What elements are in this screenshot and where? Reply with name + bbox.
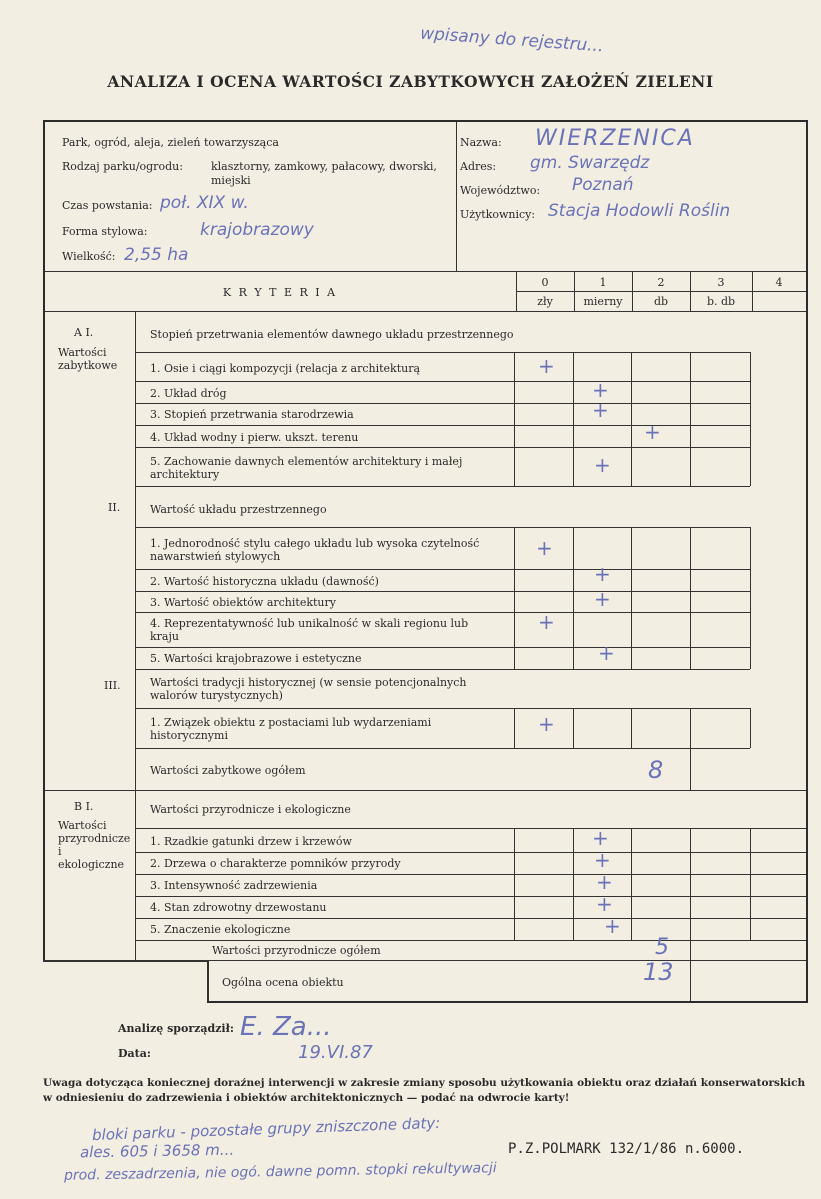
grade-0-num: 0: [541, 276, 549, 289]
czas-value: poł. XIX w.: [160, 193, 249, 213]
forma-value: krajobrazowy: [200, 220, 314, 240]
overall-value: 13: [643, 958, 674, 986]
rodzaj-options: klasztorny, zamkowy, pałacowy, dworski,: [211, 160, 437, 173]
nazwa-label: Nazwa:: [460, 136, 502, 149]
grade-4-num: 4: [775, 276, 783, 289]
b-total-value: 5: [655, 935, 669, 960]
b-mark-3: +: [596, 870, 613, 894]
section-b-name: Wartości przyrodnicze i ekologiczne: [58, 819, 131, 871]
wielkosc-label: Wielkość:: [62, 250, 116, 263]
sporzadzil-label: Analizę sporządził:: [118, 1022, 234, 1035]
a-g2-title: Wartość układu przestrzennego: [150, 503, 327, 516]
a-g1-mark-1: +: [538, 354, 555, 378]
page-title: ANALIZA I OCENA WARTOŚCI ZABYTKOWYCH ZAŁOŻEŃ ZIELENI: [107, 72, 714, 91]
a-g2-mark-2: +: [594, 562, 611, 586]
grade-1-name: mierny: [583, 295, 623, 308]
a-g2-item-3: 3. Wartość obiektów architektury: [150, 596, 336, 609]
b-item-5: 5. Znaczenie ekologiczne: [150, 923, 291, 936]
section-a-code: A I.: [74, 326, 94, 339]
section-a-g3-roman: III.: [104, 679, 121, 692]
b-mark-2: +: [594, 848, 611, 872]
adres-value: gm. Swarzędz: [530, 153, 650, 173]
overall-label: Ogólna ocena obiektu: [222, 976, 344, 989]
uzytkownicy-label: Użytkownicy:: [460, 208, 536, 221]
czas-label: Czas powstania:: [62, 199, 153, 212]
a-g1-item-3: 3. Stopień przetrwania starodrzewia: [150, 408, 354, 421]
grade-3-name: b. db: [706, 295, 736, 308]
a-g1-title: Stopień przetrwania elementów dawnego układu przestrzennego: [150, 328, 514, 341]
section-a-name: Wartości zabytkowe: [58, 346, 118, 372]
kryteria-label: K R Y T E R I A: [222, 286, 338, 299]
a-g3-title: Wartości tradycji historycznej (w sensie potencjonalnych walorów turystycznych): [150, 676, 467, 702]
uzytkownicy-value: Stacja Hodowli Roślin: [548, 201, 731, 221]
b-item-2: 2. Drzewa o charakterze pomników przyrody: [150, 857, 401, 870]
frame-cutout: [41, 960, 207, 1008]
park-line: Park, ogród, aleja, zieleń towarzysząca: [62, 136, 279, 149]
a-g1-mark-2: +: [592, 378, 609, 402]
wojewodztwo-value: Poznań: [572, 175, 634, 195]
handwritten-note-2: ales. 605 i 3658 m...: [79, 1140, 235, 1162]
b-total-label: Wartości przyrodnicze ogółem: [212, 944, 381, 957]
b-title: Wartości przyrodnicze i ekologiczne: [150, 803, 351, 816]
nazwa-value: WIERZENICA: [535, 126, 695, 151]
a-g3-mark-1: +: [538, 712, 555, 736]
print-code: P.Z.POLMARK 132/1/86 n.6000.: [508, 1141, 745, 1157]
a-g2-item-5: 5. Wartości krajobrazowe i estetyczne: [150, 652, 362, 665]
data-label: Data:: [118, 1047, 151, 1060]
top-handwritten-note: wpisany do rejestru...: [419, 23, 605, 57]
b-mark-1: +: [592, 826, 609, 850]
wojewodztwo-label: Województwo:: [460, 184, 541, 197]
a-total-label: Wartości zabytkowe ogółem: [150, 764, 306, 777]
a-g1-item-2: 2. Układ dróg: [150, 387, 227, 400]
a-g1-item-1: 1. Osie i ciągi kompozycji (relacja z architekturą: [150, 362, 421, 375]
a-g1-item-5: 5. Zachowanie dawnych elementów architektury i małej architektury: [150, 455, 463, 481]
section-b-code: B I.: [74, 800, 94, 813]
section-a-g2-roman: II.: [108, 501, 121, 514]
sporzadzil-value: E. Za...: [240, 1012, 332, 1042]
uwaga-note: Uwaga dotycząca koniecznej doraźnej interwencji w zakresie zmiany sposobu użytkowania obiektu oraz działań konserwatorskich w odniesieniu do zadrzewienia i obiektów architektonicznych — podać na odwrocie karty!: [43, 1077, 806, 1104]
grade-2-name: db: [653, 295, 669, 308]
a-g2-item-4: 4. Reprezentatywność lub unikalność w skali regionu lub kraju: [150, 617, 469, 643]
b-item-1: 1. Rzadkie gatunki drzew i krzewów: [150, 835, 352, 848]
b-mark-4: +: [596, 892, 613, 916]
a-g2-mark-1: +: [536, 536, 553, 560]
wielkosc-value: 2,55 ha: [124, 245, 189, 265]
adres-label: Adres:: [460, 160, 497, 173]
a-g1-mark-3: +: [592, 398, 609, 422]
a-g2-item-2: 2. Wartość historyczna układu (dawność): [150, 575, 379, 588]
b-item-3: 3. Intensywność zadrzewienia: [150, 879, 318, 892]
grade-0-name: zły: [537, 295, 553, 308]
a-g3-item-1: 1. Związek obiektu z postaciami lub wydarzeniami historycznymi: [150, 716, 432, 742]
data-value: 19.VI.87: [298, 1042, 373, 1063]
grade-2-num: 2: [657, 276, 665, 289]
a-g1-item-4: 4. Układ wodny i pierw. ukszt. terenu: [150, 431, 359, 444]
grade-1-num: 1: [599, 276, 607, 289]
handwritten-note-3: prod. zeszadrzenia, nie ogó. dawne pomn. stopki rekultywacji: [63, 1160, 497, 1184]
handwritten-note-1: bloki parku - pozostałe grupy zniszczone daty:: [91, 1113, 441, 1145]
a-g1-mark-5: +: [594, 453, 611, 477]
a-g1-mark-4: +: [644, 420, 661, 444]
a-g2-mark-4: +: [538, 610, 555, 634]
grade-3-num: 3: [717, 276, 725, 289]
rodzaj-label: Rodzaj parku/ogrodu:: [62, 160, 183, 173]
a-total-value: 8: [648, 756, 664, 784]
a-g2-item-1: 1. Jednorodność stylu całego układu lub wysoka czytelność nawarstwień stylowych: [150, 537, 480, 563]
b-mark-5: +: [604, 914, 621, 938]
b-item-4: 4. Stan zdrowotny drzewostanu: [150, 901, 327, 914]
a-g2-mark-3: +: [594, 587, 611, 611]
rodzaj-options-2: miejski: [211, 174, 251, 187]
a-g2-mark-5: +: [598, 641, 615, 665]
forma-label: Forma stylowa:: [62, 225, 148, 238]
